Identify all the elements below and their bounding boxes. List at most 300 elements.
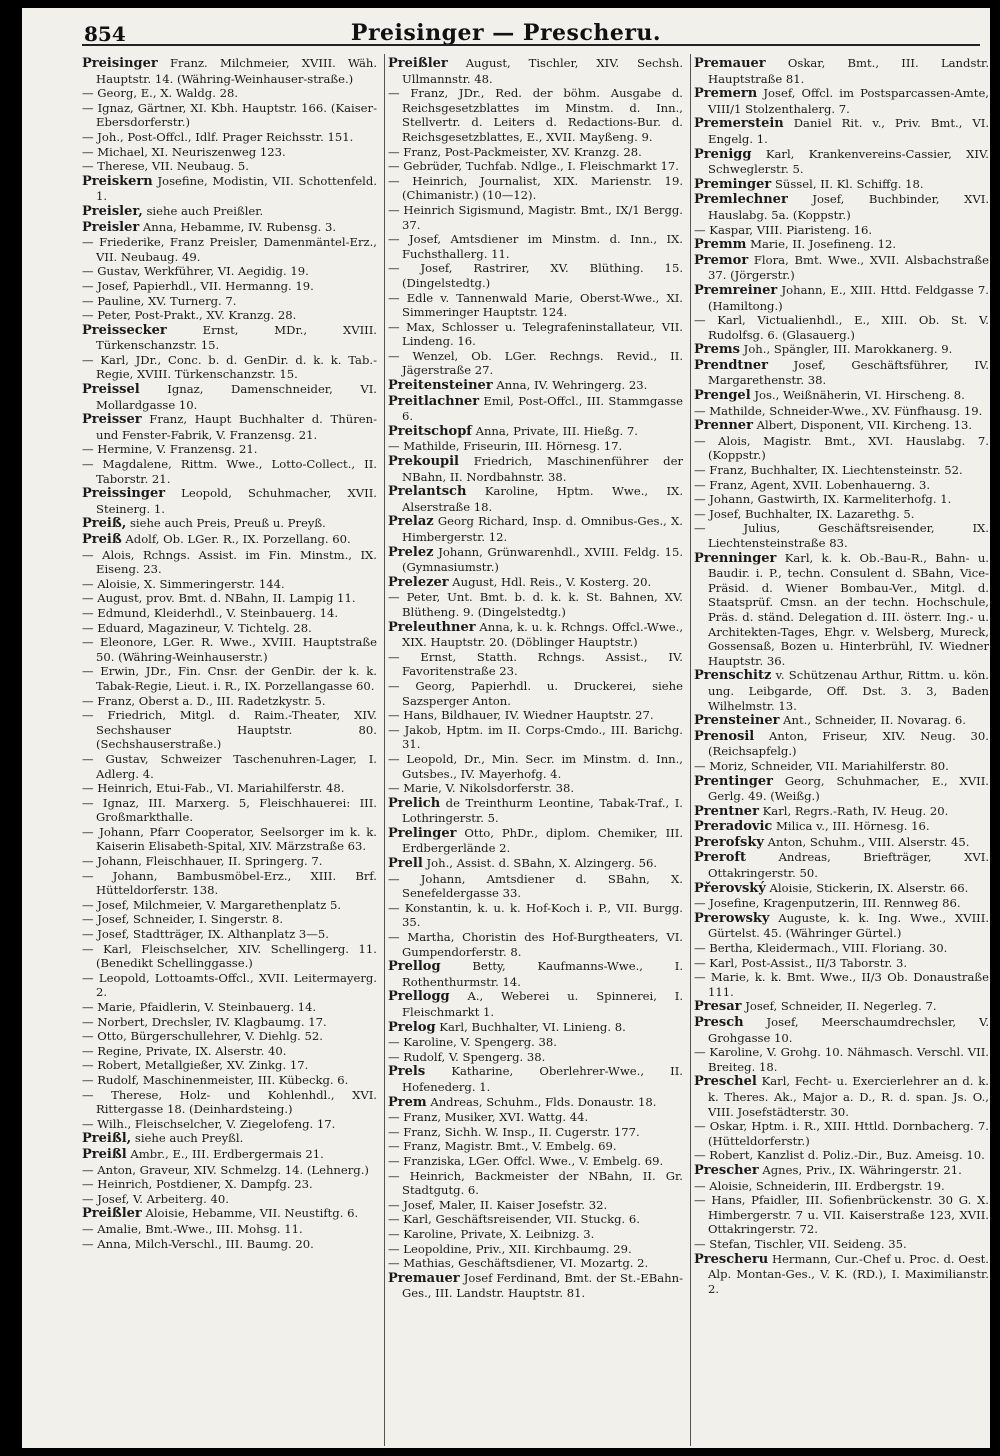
entry-details: Betty, Kaufmanns-Wwe., I. Rothenthurmstr. 14. (402, 959, 683, 989)
directory-entry (694, 1179, 989, 1194)
entry-details: — Franz, Musiker, XVI. Wattg. 44. (388, 1110, 589, 1125)
entry-surname: Přerovský (694, 880, 766, 896)
directory-entry (694, 253, 989, 283)
entry-details: Jos., Weißnäherin, VI. Hirscheng. 8. (754, 388, 965, 403)
directory-entry (694, 492, 989, 507)
directory-entry (82, 86, 377, 101)
entry-details: Milica v., III. Hörnesg. 16. (776, 819, 930, 834)
directory-entry (694, 1163, 989, 1179)
entry-details: — Georg, E., X. Waldg. 28. (82, 86, 239, 101)
entry-details: — Mathilde, Schneider-Wwe., XV. Fünfhausg. 19. (694, 403, 983, 418)
directory-entry (694, 478, 989, 493)
entry-details: Leopold, Schuhmacher, XVII. Steinerg. 1. (96, 486, 377, 516)
entry-surname: Prenosil (694, 728, 755, 744)
directory-entry (82, 353, 377, 382)
directory-entry (82, 1117, 377, 1132)
entry-details: Anna, IV. Wehringerg. 23. (496, 378, 648, 393)
entry-details: — Therese, VII. Neubaug. 5. (82, 159, 249, 174)
entry-details: de Treinthurm Leontine, Tabak-Traf., I. Lothringerstr. 5. (402, 795, 683, 826)
directory-entry (82, 204, 377, 220)
directory-entry (694, 507, 989, 522)
entry-details: — Josef, V. Arbeiterg. 40. (82, 1191, 229, 1206)
entry-details: Andreas, Briefträger, XVI. Ottakringerstr. 50. (708, 850, 989, 881)
entry-surname: Preiskern (82, 173, 153, 189)
entry-surname: Prellogg (388, 989, 450, 1005)
entry-details: — Alois, Magistr. Bmt., XVI. Hauslabg. 7. (Koppstr.) (694, 433, 989, 463)
directory-entry (388, 232, 683, 261)
entry-details: Aloisie, Stickerin, IX. Alserstr. 66. (769, 880, 969, 895)
entry-details: — Marie, k. k. Bmt. Wwe., II/3 Ob. Donaustraße 111. (694, 970, 989, 999)
directory-entry (388, 514, 683, 544)
directory-entry (694, 713, 989, 729)
entry-details: — Karl, JDr., Conc. b. d. GenDir. d. k. k. Tab.-Regie, XVIII. Türkenschanzstr. 15. (82, 352, 377, 382)
entry-surname: Prendtner (694, 357, 769, 373)
entry-surname: Prels (388, 1064, 426, 1080)
directory-entry (82, 1177, 377, 1192)
entry-surname: Prell (388, 856, 423, 872)
directory-entry (694, 177, 989, 193)
directory-entry (82, 752, 377, 781)
entry-surname: Prelaz (388, 514, 434, 530)
directory-entry (82, 591, 377, 606)
entry-details: — Marie, V. Nikolsdorferstr. 38. (388, 781, 575, 796)
directory-entry (694, 850, 989, 880)
entry-details: — Joh., Post-Offcl., Idlf. Prager Reichsstr. 151. (82, 129, 354, 144)
directory-entry (694, 313, 989, 342)
entry-details: Oskar, Bmt., III. Landstr. Hauptstraße 81. (708, 56, 989, 86)
directory-entry (82, 1015, 377, 1030)
entry-details: Marie, II. Josefineng. 12. (750, 237, 897, 252)
entry-details: — Erwin, JDr., Fin. Cnsr. der GenDir. der k. k. Tabak-Regie, Lieut. i. R., IX. Porzellangasse 60. (82, 664, 377, 693)
entry-surname: Preitlachner (388, 393, 480, 409)
entry-details: — Karl, Victualienhdl., E., XIII. Ob. St. V. Rudolfsg. 6. (Glasauerg.) (694, 313, 989, 342)
directory-entry (388, 159, 683, 174)
directory-entry (82, 56, 377, 86)
directory-entry (694, 147, 989, 177)
entry-surname: Prerofsky (694, 834, 764, 850)
directory-entry (388, 484, 683, 514)
directory-entry (388, 56, 683, 86)
directory-entry (82, 796, 377, 825)
entry-details: Daniel Rit. v., Priv. Bmt., VI. Engelg. 1. (708, 116, 989, 146)
entry-details: — Friederike, Franz Preisler, Damenmäntel-Erz., VII. Neubaug. 49. (82, 235, 377, 264)
entry-details: Karl, Buchhalter, VI. Linieng. 8. (439, 1019, 626, 1034)
entry-surname: Prescheru (694, 1251, 769, 1267)
entry-details: — Jakob, Hptm. im II. Corps-Cmdo., III. Barichg. 31. (388, 722, 683, 752)
entry-surname: Premerstein (694, 116, 784, 132)
entry-surname: Preiß (82, 532, 122, 547)
entry-details: — Hans, Pfaidler, III. Sofienbrückenstr. 30 G. X. Himbergerstr. 7 u. VII. Kaiserstraße 123, XVII. Ottakringerstr. 72. (694, 1193, 989, 1237)
entry-surname: Preradovic (694, 819, 773, 835)
directory-entry (82, 971, 377, 1000)
directory-entry (694, 999, 989, 1015)
entry-details: — Friedrich, Mitgl. d. Raim.-Theater, XIV. Sechshauser Hauptstr. 80. (Sechshauserstraße.) (82, 708, 377, 752)
directory-entry (388, 1256, 683, 1271)
entry-surname: Prekoupil (388, 454, 459, 470)
entry-details: Friedrich, Maschinenführer der NBahn, II. Nordbahnstr. 38. (402, 454, 683, 484)
entry-details: Josef, Geschäftsführer, IV. Margarethenstr. 38. (708, 357, 989, 388)
directory-entry (694, 192, 989, 222)
directory-entry (388, 203, 683, 232)
directory-entry (82, 279, 377, 294)
directory-entry (694, 434, 989, 463)
entry-surname: Prelez (388, 544, 434, 560)
entry-details: — Leopold, Dr., Min. Secr. im Minstm. d. Inn., Gutsbes., IV. Mayerhofg. 4. (388, 751, 683, 781)
directory-entry (82, 1163, 377, 1178)
entry-surname: Premlechner (694, 192, 788, 208)
entry-surname: Prenschitz (694, 668, 772, 684)
directory-entry (82, 308, 377, 323)
entry-details: Ernst, MDr., XVIII. Türkenschanzstr. 15. (96, 322, 377, 353)
entry-surname: Preitschopf (388, 423, 472, 439)
directory-entry (694, 223, 989, 238)
entry-details: — Johann, Amtsdiener d. SBahn, X. Senefeldergasse 33. (388, 871, 683, 901)
directory-entry (388, 394, 683, 424)
entry-details: Josef, Offcl. im Postsparcassen-Amte, VIII/1 Stolzenthalerg. 7. (708, 86, 989, 116)
entry-details: Ambr., E., III. Erdbergermais 21. (130, 1146, 324, 1161)
directory-entry (82, 869, 377, 898)
entry-details: — Oskar, Hptm. i. R., XIII. Httld. Dornbacherg. 7. (Hütteldorferstr.) (694, 1119, 989, 1148)
entry-surname: Preminger (694, 176, 772, 192)
entry-details: — Peter, Unt. Bmt. b. d. k. k. St. Bahnen, XV. Blütheng. 9. (Dingelstedtg.) (388, 590, 683, 619)
entry-surname: Preleuthner (388, 619, 476, 635)
directory-entry (82, 1073, 377, 1088)
entry-surname: Premm (694, 237, 747, 253)
entry-details: Albert, Disponent, VII. Kircheng. 13. (756, 418, 973, 433)
entry-details: August, Hdl. Reis., V. Kosterg. 20. (452, 574, 652, 589)
entry-details: Adolf, Ob. LGer. R., IX. Porzellang. 60. (125, 532, 351, 546)
entry-details: — Wilh., Fleischselcher, V. Ziegelofeng. 17. (82, 1116, 336, 1131)
entry-details: — Magdalene, Rittm. Wwe., Lotto-Collect., II. Taborstr. 21. (82, 457, 377, 486)
directory-entry (82, 1147, 377, 1163)
column-middle (388, 56, 683, 1446)
directory-entry (388, 1271, 683, 1301)
directory-entry (82, 516, 377, 532)
entry-surname: Prengel (694, 388, 751, 404)
directory-entry (694, 521, 989, 550)
column-divider (690, 54, 691, 1446)
directory-entry (388, 1110, 683, 1125)
entry-details: — Hans, Bildhauer, IV. Wiedner Hauptstr. 27. (388, 708, 654, 723)
directory-entry (388, 1154, 683, 1169)
directory-entry (82, 486, 377, 516)
directory-entry (694, 283, 989, 313)
entry-details: A., Weberei u. Spinnerei, I. Fleischmarkt 1. (402, 989, 683, 1019)
directory-entry (694, 729, 989, 759)
entry-details: Aloisie, Hebamme, VII. Neustiftg. 6. (145, 1206, 359, 1221)
entry-details: — Heinrich, Backmeister der NBahn, II. Gr. Stadtgutg. 6. (388, 1168, 683, 1198)
entry-details: Karl, k. k. Ob.-Bau-R., Bahn- u. Baudir. i. P., techn. Consulent d. SBahn, Vice-Präsid. d. Wiener Bombau-Ver., Mitgl. d. Staatsprüf. Cmsn. an der techn. Hochschule, Präs. d. ständ. Delegation d. III. österr. Ing.- u. Architekten-Tages, Ehgr. v. Welsberg, Mureck, Gossensaß, Bozen u. Hinterbrühl, IV. Wiedner Hauptstr. 36. (708, 550, 989, 668)
directory-entry (82, 294, 377, 309)
entry-details: — Franz, Oberst a. D., III. Radetzkystr. 5. (82, 693, 326, 708)
entry-surname: Preiß, (82, 516, 127, 532)
directory-entry (388, 826, 683, 856)
entry-details: — Mathias, Geschäftsdiener, VI. Mozartg. 2. (388, 1256, 649, 1271)
entry-details: — Stefan, Tischler, VII. Seideng. 35. (694, 1236, 907, 1251)
directory-entry (82, 1044, 377, 1059)
entry-surname: Preissel (82, 382, 140, 398)
directory-entry (82, 577, 377, 592)
entry-details: — Franziska, LGer. Offcl. Wwe., V. Embelg. 69. (388, 1153, 664, 1168)
directory-entry (388, 620, 683, 650)
directory-entry (694, 342, 989, 358)
directory-entry (694, 1193, 989, 1237)
directory-entry (694, 804, 989, 820)
entry-details: Süssel, II. Kl. Schiffg. 18. (774, 176, 924, 191)
entry-details: — Franz, Agent, XVII. Lobenhauerng. 3. (694, 477, 931, 492)
directory-entry (694, 835, 989, 851)
directory-entry (694, 358, 989, 388)
directory-entry (82, 442, 377, 457)
directory-entry (388, 291, 683, 320)
directory-entry (82, 220, 377, 236)
entry-surname: Prelinger (388, 825, 457, 841)
entry-details: — Regine, Private, IX. Alserstr. 40. (82, 1043, 287, 1058)
entry-details: Anna, Hebamme, IV. Rubensg. 3. (142, 219, 337, 234)
directory-entry (388, 1169, 683, 1198)
entry-details: — Robert, Metallgießer, XV. Zinkg. 17. (82, 1058, 309, 1073)
directory-entry (82, 854, 377, 869)
entry-surname: Prensteiner (694, 713, 780, 729)
directory-entry (82, 382, 377, 412)
entry-details: — Rudolf, V. Spengerg. 38. (388, 1049, 546, 1064)
entry-surname: Preissinger (82, 486, 166, 502)
entry-surname: Preißl, (82, 1131, 132, 1147)
entry-surname: Preitensteiner (388, 378, 493, 394)
entry-details: — Karl, Fleischselcher, XIV. Schellingerg. 11. (Benedikt Schellinggasse.) (82, 941, 377, 971)
entry-details: — Pauline, XV. Turnerg. 7. (82, 293, 237, 308)
entry-details: Hermann, Cur.-Chef u. Proc. d. Oest. Alp. Montan-Ges., V. K. (RD.), I. Maximilianstr. 2. (708, 1251, 989, 1296)
directory-entry (82, 323, 377, 353)
entry-details: — Otto, Bürgerschullehrer, V. Diehlg. 52. (82, 1029, 323, 1044)
entry-surname: Presch (694, 1015, 744, 1030)
directory-entry (694, 1148, 989, 1163)
entry-details: — Heinrich Sigismund, Magistr. Bmt., IX/1 Bergg. 37. (388, 202, 683, 232)
directory-entry (388, 1050, 683, 1065)
entry-details: — Gebrüder, Tuchfab. Ndlge., I. Fleischmarkt 17. (388, 159, 679, 174)
entry-details: — Leopoldine, Priv., XII. Kirchbaumg. 29. (388, 1241, 632, 1256)
entry-details: Johann, E., XIII. Httd. Feldgasse 7. (Hamiltong.) (708, 282, 989, 313)
entry-details: Anton, Friseur, XIV. Neug. 30. (Reichsapfelg.) (708, 728, 989, 759)
entry-surname: Preißler (82, 1206, 142, 1222)
entry-details: Andreas, Schuhm., Flds. Donaustr. 18. (430, 1094, 657, 1109)
entry-details: Ignaz, Damenschneider, VI. Mollardgasse 10. (96, 382, 377, 412)
entry-details: — Heinrich, Etui-Fab., VI. Mariahilferstr. 48. (82, 781, 345, 796)
entry-details: — Karl, Geschäftsreisender, VII. Stuckg. 6. (388, 1212, 640, 1227)
entry-surname: Prelantsch (388, 484, 467, 500)
directory-entry (388, 1198, 683, 1213)
entry-details: Georg, Schuhmacher, E., XVII. Gerlg. 49. (Weißg.) (708, 773, 989, 804)
directory-entry (388, 930, 683, 959)
entry-surname: Prentinger (694, 773, 773, 789)
directory-entry (694, 1045, 989, 1074)
directory-entry (82, 101, 377, 130)
entry-details: — Max, Schlosser u. Telegrafeninstallateur, VII. Lindeng. 16. (388, 319, 683, 349)
directory-entry (82, 942, 377, 971)
directory-entry (82, 412, 377, 442)
directory-entry (82, 548, 377, 577)
entry-details: — Anna, Milch-Verschl., III. Baumg. 20. (82, 1236, 314, 1251)
entry-details: — Mathilde, Friseurin, III. Hörnesg. 17. (388, 439, 623, 454)
entry-details: — Karoline, Private, X. Leibnizg. 3. (388, 1226, 595, 1241)
entry-details: — Karoline, V. Spengerg. 38. (388, 1035, 557, 1050)
entry-details: — Hermine, V. Franzensg. 21. (82, 442, 258, 457)
entry-details: — Aloisie, Schneiderin, III. Erdbergstr. 19. (694, 1178, 945, 1193)
entry-details: — Josef, Papierhdl., VII. Hermanng. 19. (82, 278, 314, 293)
directory-entry (694, 956, 989, 971)
entry-details: — Josefine, Kragenputzerin, III. Rennweg 86. (694, 896, 961, 911)
directory-entry (82, 159, 377, 174)
directory-entry (82, 912, 377, 927)
entry-details: siehe auch Preißler. (146, 203, 264, 218)
entry-details: Anna, k. u. k. Rchngs. Offcl.-Wwe., XIX. Hauptstr. 20. (Döblinger Hauptstr.) (402, 619, 683, 650)
directory-entry (694, 896, 989, 911)
directory-entry (388, 439, 683, 454)
entry-details: — Edmund, Kleiderhdl., V. Steinbauerg. 14. (82, 605, 339, 620)
entry-surname: Prem (388, 1094, 427, 1110)
directory-entry (694, 1252, 989, 1297)
entry-details: — Johann, Gastwirth, IX. Karmeliterhofg. 1. (694, 492, 952, 507)
entry-details: August, Tischler, XIV. Sechsh. Ullmannstr. 48. (402, 56, 683, 86)
directory-entry (694, 1237, 989, 1252)
directory-entry (388, 959, 683, 989)
entry-details: — Johann, Fleischhauer, II. Springerg. 7. (82, 854, 323, 869)
column-divider (384, 54, 385, 1446)
directory-entry (388, 1064, 683, 1094)
directory-entry (694, 819, 989, 835)
entry-details: Franz. Milchmeier, XVIII. Wäh. Hauptstr. 14. (Währing-Weinhauser-straße.) (96, 56, 377, 86)
directory-entry (388, 708, 683, 723)
directory-entry (82, 1131, 377, 1147)
entry-surname: Prerowsky (694, 910, 770, 926)
entry-details: — Johann, Bambusmöbel-Erz., XIII. Brf. Hütteldorferstr. 138. (82, 868, 377, 898)
directory-entry (694, 759, 989, 774)
directory-entry (388, 590, 683, 619)
directory-entry (694, 418, 989, 434)
directory-entry (388, 261, 683, 290)
directory-entry (694, 237, 989, 253)
directory-entry (388, 1139, 683, 1154)
entry-details: — Ignaz, Gärtner, XI. Kbh. Hauptstr. 166. (Kaiser-Ebersdorferstr.) (82, 100, 377, 130)
entry-details: — Johann, Pfarr Cooperator, Seelsorger im k. k. Kaiserin Elisabeth-Spital, XIV. Märzstraße 63. (82, 824, 377, 854)
entry-details: — Eduard, Magazineur, V. Tichtelg. 28. (82, 620, 312, 635)
directory-entry (388, 86, 683, 144)
directory-entry (388, 1020, 683, 1036)
entry-surname: Preissecker (82, 322, 167, 338)
entry-details: Agnes, Priv., IX. Währingerstr. 21. (762, 1162, 962, 1177)
entry-details: — Kaspar, VIII. Piaristeng. 16. (694, 222, 873, 237)
directory-entry (82, 457, 377, 486)
directory-entry (388, 856, 683, 872)
entry-surname: Prescher (694, 1162, 759, 1178)
directory-entry (694, 56, 989, 86)
entry-details: Johann, Grünwarenhdl., XVIII. Feldg. 15. (Gymnasiumstr.) (402, 544, 683, 575)
entry-surname: Preißl (82, 1146, 127, 1162)
entry-details: — Josef, Stadtträger, IX. Althanplatz 3—5. (82, 927, 329, 942)
directory-entry (82, 898, 377, 913)
entry-details: Emil, Post-Offcl., III. Stammgasse 6. (402, 393, 683, 424)
entry-details: — Edle v. Tannenwald Marie, Oberst-Wwe., XI. Simmeringer Hauptstr. 124. (388, 290, 683, 320)
directory-entry (694, 116, 989, 146)
entry-details: — Franz, Magistr. Bmt., V. Embelg. 69. (388, 1139, 617, 1154)
directory-entry (82, 1192, 377, 1207)
entry-surname: Premor (694, 252, 749, 268)
directory-entry (694, 970, 989, 999)
page-number: 854 (84, 22, 126, 46)
entry-details: — Amalie, Bmt.-Wwe., III. Mohsg. 11. (82, 1221, 303, 1236)
entry-details: — Gustav, Schweizer Taschenuhren-Lager, I. Adlerg. 4. (82, 751, 377, 781)
directory-entry (388, 752, 683, 781)
entry-details: — Robert, Kanzlist d. Poliz.-Dir., Buz. Ameisg. 10. (694, 1148, 985, 1163)
directory-entry (388, 349, 683, 378)
directory-entry (388, 679, 683, 708)
column-left (82, 56, 377, 1446)
entry-surname: Prellog (388, 959, 441, 975)
entry-details: — Bertha, Kleidermach., VIII. Floriang. 30. (694, 941, 948, 956)
directory-entry (388, 1227, 683, 1242)
directory-page (22, 8, 990, 1448)
entry-details: Karl, Krankenvereins-Cassier, XIV. Schweglerstr. 5. (708, 146, 989, 177)
directory-entry (694, 774, 989, 804)
entry-surname: Prelich (388, 795, 441, 811)
directory-entry (388, 901, 683, 930)
header-rule (82, 44, 980, 46)
entry-details: siehe auch Preyßl. (134, 1131, 244, 1146)
entry-surname: Preroft (694, 850, 747, 866)
entry-surname: Preisinger (82, 56, 158, 71)
directory-entry (694, 551, 989, 669)
entry-surname: Prentner (694, 803, 759, 819)
entry-details: Josef, Meerschaumdrechsler, V. Grohgasse 10. (708, 1015, 989, 1045)
entry-details: — Aloisie, X. Simmeringerstr. 144. (82, 576, 285, 591)
directory-entry (388, 320, 683, 349)
directory-entry (388, 723, 683, 752)
directory-entry (388, 1212, 683, 1227)
directory-entry (388, 424, 683, 440)
entry-surname: Preisler (82, 219, 140, 235)
entry-details: — Franz, JDr., Red. der böhm. Ausgabe d. Reichsgesetzblattes im Minstm. d. Inn., Stellvertr. d. Leiters d. Redactions-Bur. d. Reichsgesetzblattes, E., XVII. Mayßeng. 9. (388, 86, 683, 144)
entry-details: Josefine, Modistin, VII. Schottenfeld. 1. (96, 173, 377, 204)
entry-details: — Leopold, Lottoamts-Offcl., XVII. Leitermayerg. 2. (82, 970, 377, 1000)
directory-entry (82, 708, 377, 752)
directory-entry (82, 1206, 377, 1222)
entry-details: — Josef, Amtsdiener im Minstm. d. Inn., IX. Fuchsthallerg. 11. (388, 232, 683, 261)
entry-details: — Norbert, Drechsler, IV. Klagbaumg. 17. (82, 1014, 327, 1029)
entry-details: — Julius, Geschäftsreisender, IX. Liechtensteinstraße 83. (694, 521, 989, 550)
directory-entry (82, 174, 377, 204)
entry-surname: Prenner (694, 418, 753, 434)
entry-details: Joh., Spängler, III. Marokkanerg. 9. (743, 342, 953, 357)
directory-entry (694, 668, 989, 713)
entry-details: — Josef, Milchmeier, V. Margarethenplatz 5. (82, 897, 342, 912)
directory-entry (82, 130, 377, 145)
entry-details: — Ignaz, III. Marxerg. 5, Fleischhauerei: III. Großmarkthalle. (82, 795, 377, 825)
entry-details: Joh., Assist. d. SBahn, X. Alzingerg. 56. (426, 856, 658, 871)
directory-entry (694, 1119, 989, 1148)
directory-entry (82, 1222, 377, 1237)
entry-surname: Premern (694, 86, 758, 102)
directory-entry (82, 1029, 377, 1044)
directory-entry (82, 927, 377, 942)
entry-surname: Prems (694, 342, 740, 358)
entry-details: — Franz, Buchhalter, IX. Liechtensteinstr. 52. (694, 463, 963, 478)
directory-entry (82, 1058, 377, 1073)
directory-entry (694, 1015, 989, 1045)
entry-details: — Josef, Buchhalter, IX. Lazarethg. 5. (694, 506, 915, 521)
entry-details: — Ernst, Statth. Rchngs. Assist., IV. Favoritenstraße 23. (388, 649, 683, 679)
entry-surname: Preisler, (82, 203, 143, 219)
entry-details: — Alois, Rchngs. Assist. im Fin. Minstm., IX. Eiseng. 23. (82, 547, 377, 577)
